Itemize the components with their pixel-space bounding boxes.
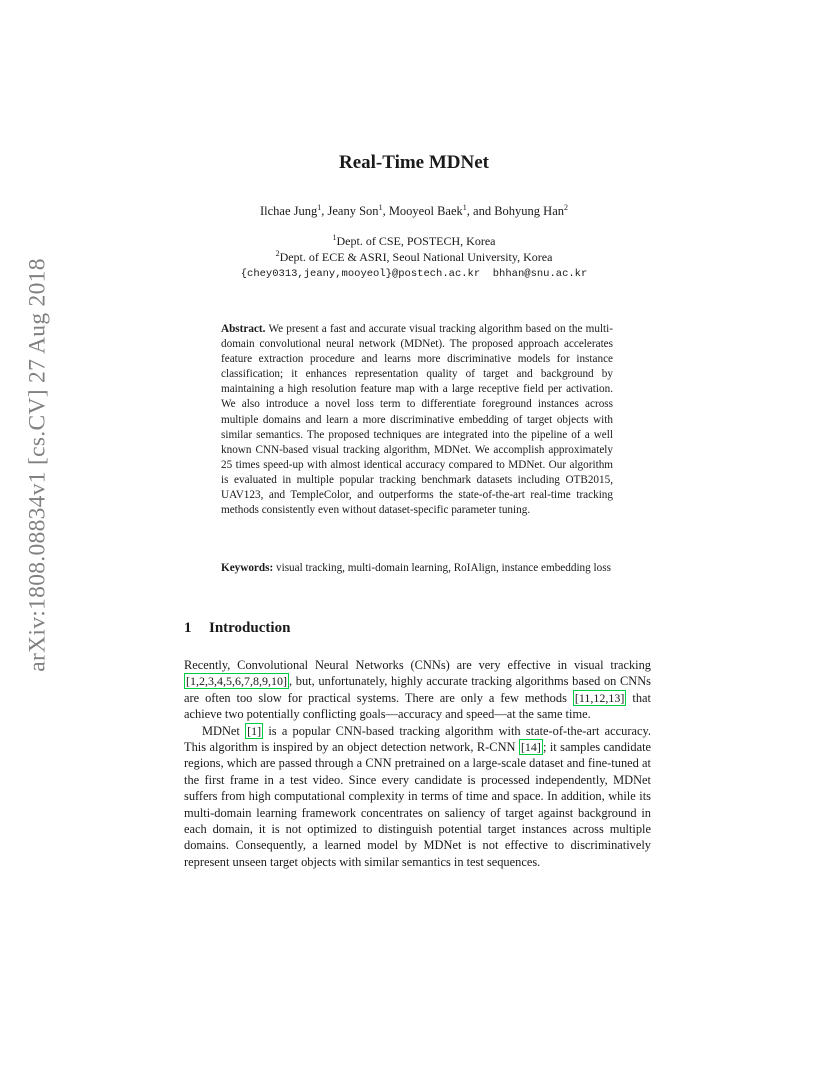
- section-title: Introduction: [209, 620, 291, 636]
- email-text: {chey0313,jeany,mooyeol}@postech.ac.kr bhhan@snu.ac.kr: [240, 268, 588, 280]
- paragraph-text: Recently, Convolutional Neural Networks (CNNs) are very effective in visual tracking: [184, 658, 651, 672]
- arxiv-identifier-text: arXiv:1808.08834v1 [cs.CV] 27 Aug 2018: [24, 258, 51, 672]
- citation-link[interactable]: [1,2,3,4,5,6,7,8,9,10]: [186, 674, 287, 689]
- author-separator: , and: [466, 204, 495, 218]
- author-affiliation-mark: 1: [378, 202, 383, 212]
- author-affiliation-mark: 1: [462, 202, 467, 212]
- paragraph-text: ; it samples candidate regions, which are passed through a CNN pretrained on a large-scale dataset and fine-tuned at the first frame in a test video. Since every candidate is processed independently, MDNet suffers from high computational complexity in terms of time and space. In addition, while its multi-domain learning framework concentrates on saliency of target against background in each domain, it is not optimized to distinguish potential target instances across multiple domains. Consequently, a learned model by MDNet is not effective to discriminatively represent unseen target objects with similar semantics in test sequences.: [184, 740, 652, 869]
- section-heading: [184, 620, 290, 637]
- paragraph-text: MDNet: [202, 723, 246, 738]
- paragraph-text: is a popular CNN-based tracking algorithm with state-of-the-art accuracy. This algorithm is inspired by an object detection network, R-CNN: [184, 723, 651, 755]
- keywords-block: [221, 561, 613, 576]
- affiliation-mark: 1: [332, 233, 337, 242]
- abstract-block: [221, 322, 613, 518]
- author-affiliation-mark: 1: [317, 202, 322, 212]
- author-name: Mooyeol Baek: [388, 204, 463, 218]
- citation-link[interactable]: [1]: [247, 723, 262, 738]
- author-separator: ,: [321, 204, 328, 218]
- affiliation-text: Dept. of CSE, POSTECH, Korea: [336, 234, 496, 248]
- affiliation-line: [0, 250, 828, 265]
- paragraph-text: that achieve two potentially conflicting goals—accuracy and speed—at the same time.: [184, 690, 651, 722]
- citation-link[interactable]: [11,12,13]: [574, 690, 625, 705]
- affiliation-mark: 2: [275, 249, 280, 258]
- paragraph-text: , but, unfortunately, highly accurate tracking algorithms based on CNNs are often too slow for practical systems. There are only a few methods: [184, 674, 651, 705]
- keywords-text: visual tracking, multi-domain learning, RoIAlign, instance embedding loss: [276, 562, 611, 574]
- author-list: [0, 204, 828, 219]
- abstract-text: We present a fast and accurate visual tracking algorithm based on the multi-domain convolutional neural network (MDNet). The proposed approach accelerates feature extraction procedure and learns more discriminative models for instance classification; it enhances representation quality of target and background by maintaining a high resolution feature map with a large receptive field per activation. We also introduce a novel loss term to differentiate foreground instances across multiple domains and learn a more discriminative embedding of target objects with similar semantics. The proposed techniques are integrated into the pipeline of a well known CNN-based visual tracking algorithm, MDNet. We accomplish approximately 25 times speed-up with almost identical accuracy compared to MDNet. Our algorithm is evaluated in multiple popular tracking benchmark datasets including OTB2015, UAV123, and TempleColor, and outperforms the state-of-the-art real-time tracking methods consistently even without dataset-specific parameter tuning.: [221, 323, 613, 517]
- author-name: Ilchae Jung: [259, 204, 318, 218]
- abstract-label: Abstract.: [221, 323, 266, 335]
- author-name: Jeany Son: [327, 204, 379, 218]
- paper-title: Real-Time MDNet: [338, 152, 489, 173]
- arxiv-identifier-stamp: [8, 258, 68, 672]
- citation-link[interactable]: [14]: [520, 740, 541, 755]
- author-affiliation-mark: 2: [564, 202, 568, 212]
- introduction-body: [184, 657, 651, 870]
- keywords-label: Keywords:: [221, 562, 274, 574]
- author-separator: ,: [382, 204, 389, 218]
- author-emails: [0, 265, 828, 280]
- paragraph: [184, 657, 651, 723]
- affiliation-text: Dept. of ECE & ASRI, Seoul National University, Korea: [279, 250, 553, 264]
- section-number: 1: [184, 620, 192, 636]
- affiliation-line: [0, 234, 828, 249]
- author-name: Bohyung Han: [494, 204, 564, 218]
- paragraph: [184, 723, 651, 871]
